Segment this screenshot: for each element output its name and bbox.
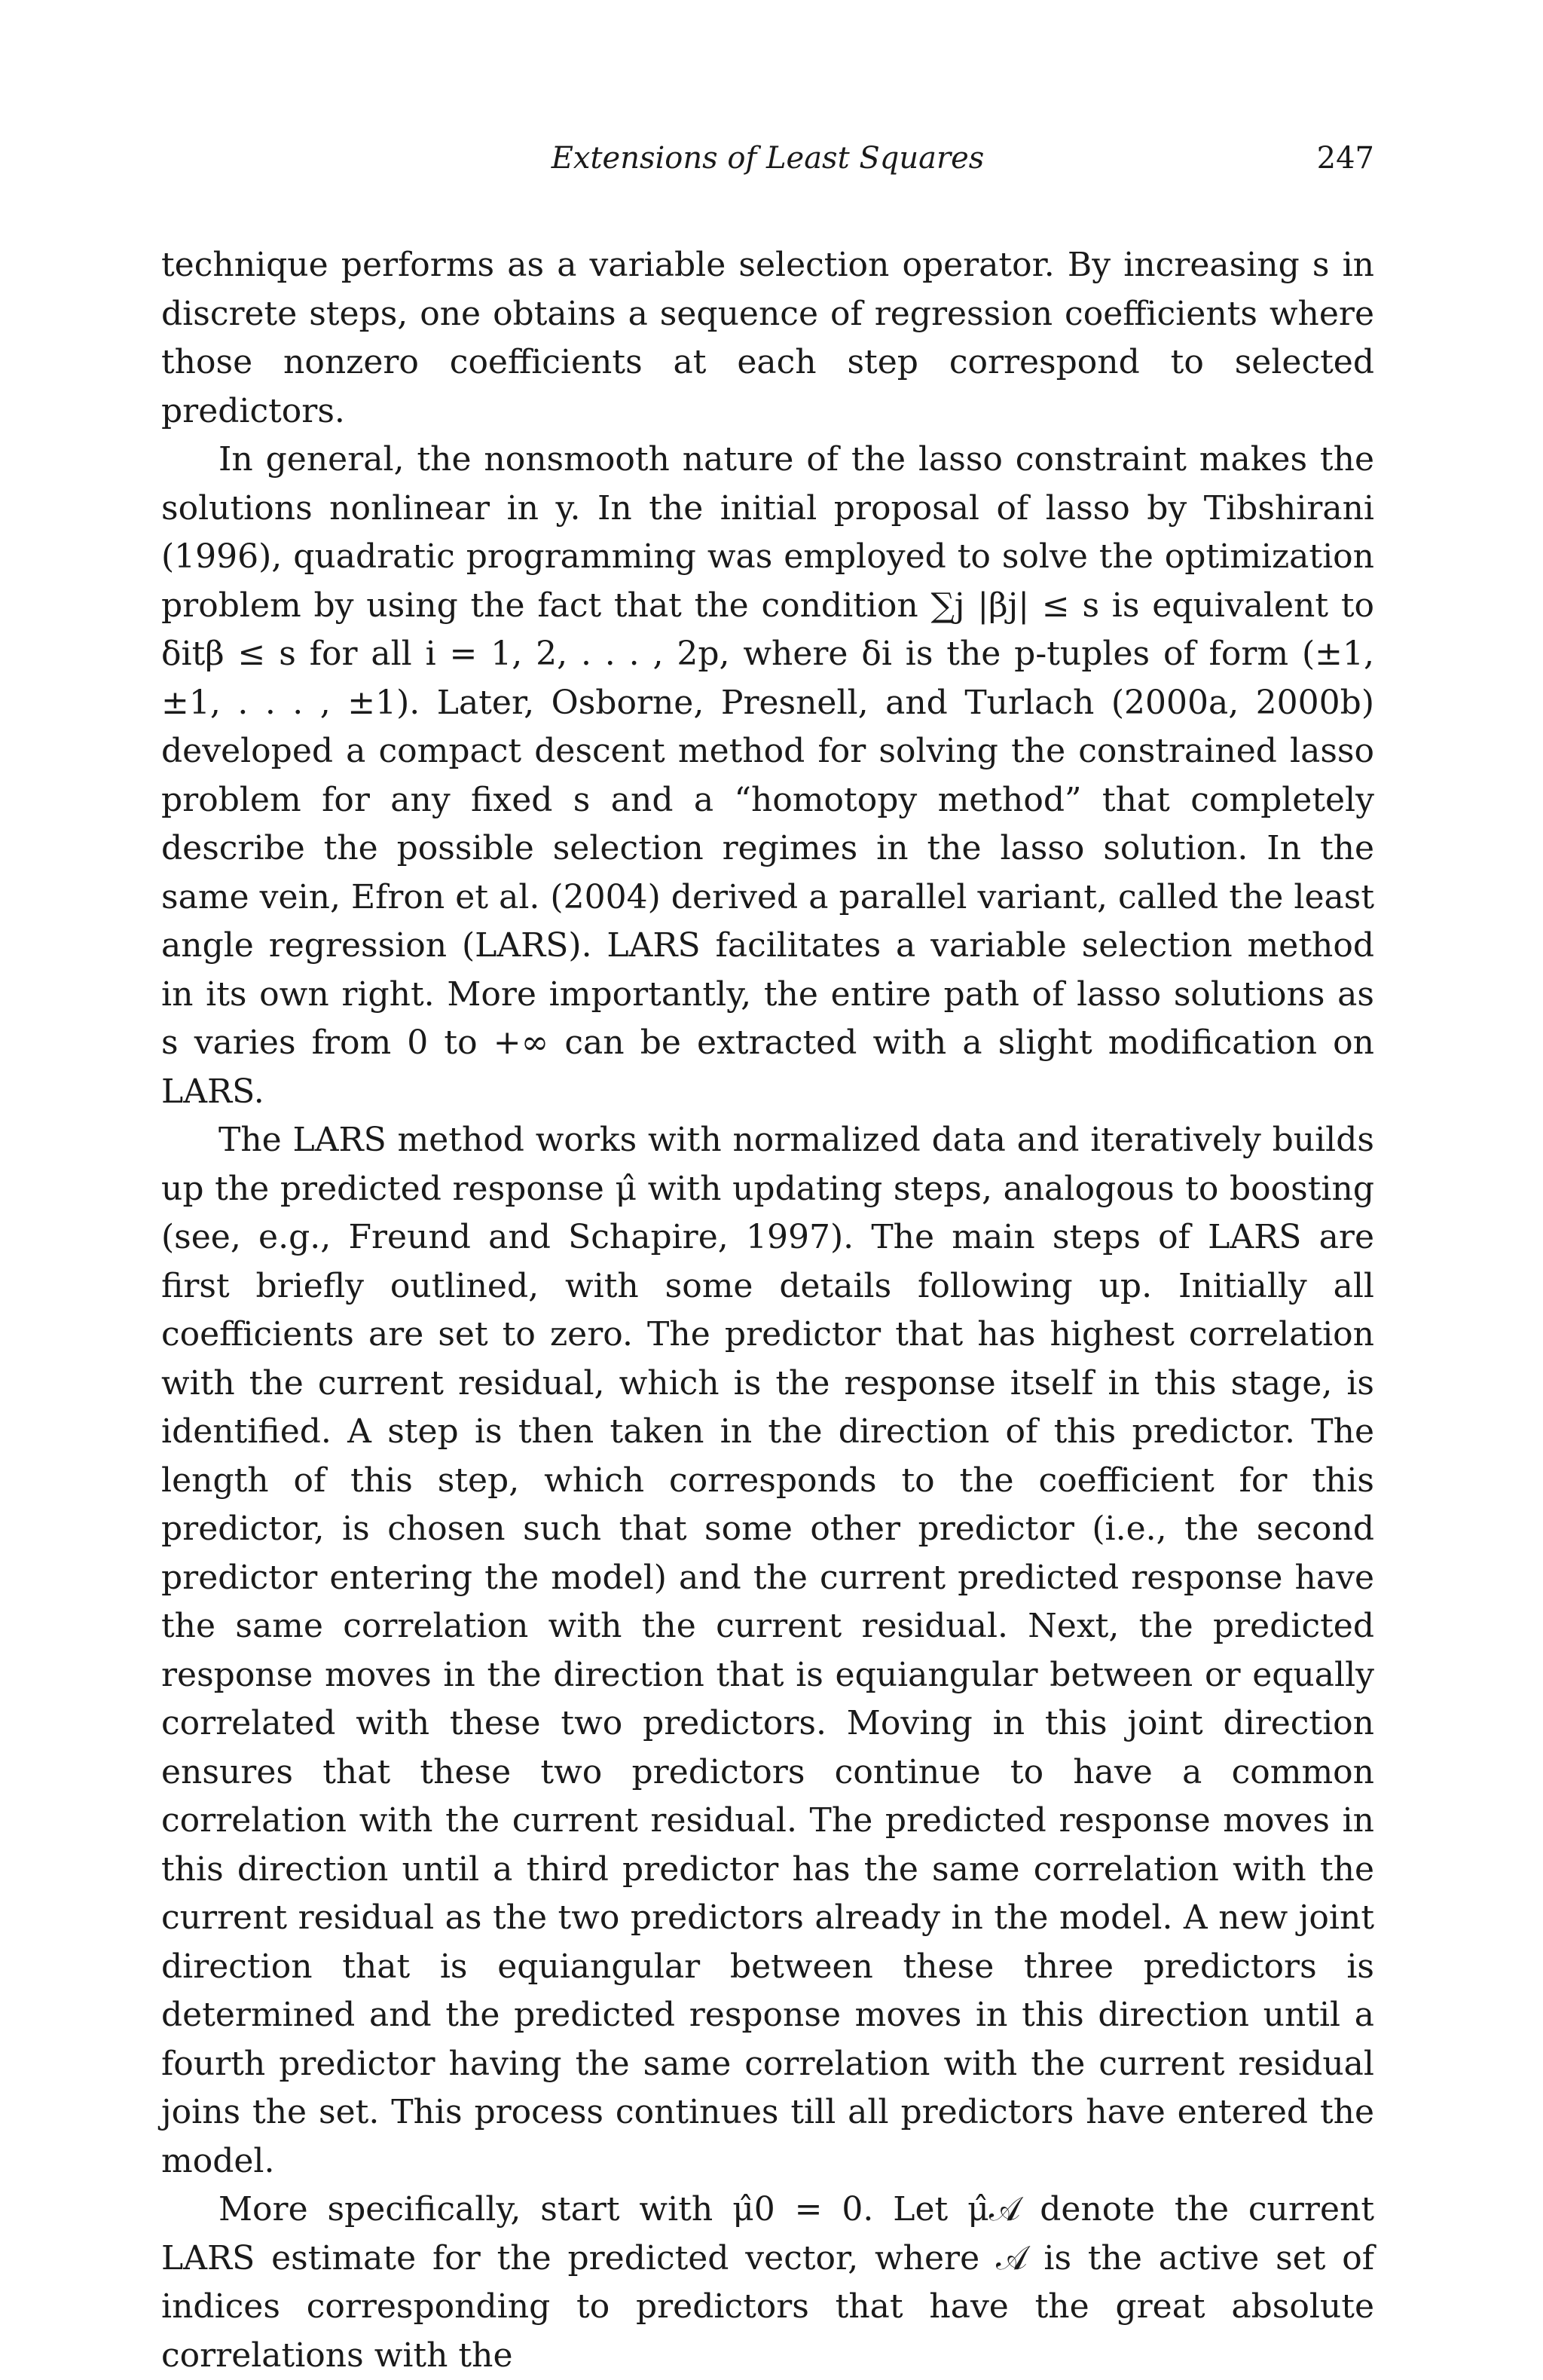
- paragraph-3: The LARS method works with normalized data and iteratively builds up the predicted response μ̂ with updating steps, analogous to boosting (see, e.g., Freund and Schapire, 1997). The main steps of LARS are first briefly outlined, with some details following up. Initially all coefficients are set to zero. The predictor that has highest correlation with the current residual, which is the response itself in this stage, is identified. A step is then taken in the direction of this predictor. The length of this step, which corresponds to the coefficient for this predictor, is chosen such that some other predictor (i.e., the second predictor entering the model) and the current predicted response have the same correlation with the current residual. Next, the predicted response moves in the direction that is equiangular between or equally correlated with these two predictors. Moving in this joint direction ensures that these two predictors continue to have a common correlation with the current residual. The predicted response moves in this direction until a third predictor has the same correlation with the current residual as the two predictors already in the model. A new joint direction that is equiangular between these three predictors is determined and the predicted response moves in this direction until a fourth predictor having the same correlation with the current residual joins the set. This process continues till all predictors have entered the model.: [161, 1121, 1374, 2180]
- book-page: [161, 136, 1374, 2380]
- body-text: [161, 241, 1374, 2380]
- paragraph-2: In general, the nonsmooth nature of the lasso constraint makes the solutions nonlinear in y. In the initial proposal of lasso by Tibshirani (1996), quadratic programming was employed to solve the optimization problem by using the fact that the condition ∑j |βj| ≤ s is equivalent to δitβ ≤ s for all i = 1, 2, . . . , 2p, where δi is the p-tuples of form (±1, ±1, . . . , ±1). Later, Osborne, Presnell, and Turlach (2000a, 2000b) developed a compact descent method for solving the constrained lasso problem for any fixed s and a “homotopy method” that completely describe the possible selection regimes in the lasso solution. In the same vein, Efron et al. (2004) derived a parallel variant, called the least angle regression (LARS). LARS facilitates a variable selection method in its own right. More importantly, the entire path of lasso solutions as s varies from 0 to +∞ can be extracted with a slight modification on LARS.: [161, 440, 1374, 1111]
- page-number: 247: [1316, 141, 1374, 176]
- paragraph-1: technique performs as a variable selection operator. By increasing s in discrete steps, one obtains a sequence of regression coefficients where those nonzero coefficients at each step correspond to selected predictors.: [161, 246, 1374, 430]
- running-title: Extensions of Least Squares: [551, 141, 985, 176]
- paragraph-4: More specifically, start with μ̂0 = 0. Let μ̂𝒜 denote the current LARS estimate for the predicted vector, where 𝒜 is the active set of indices corresponding to predictors that have the great absolute correlations with the: [161, 2190, 1374, 2375]
- running-header: [161, 136, 1374, 181]
